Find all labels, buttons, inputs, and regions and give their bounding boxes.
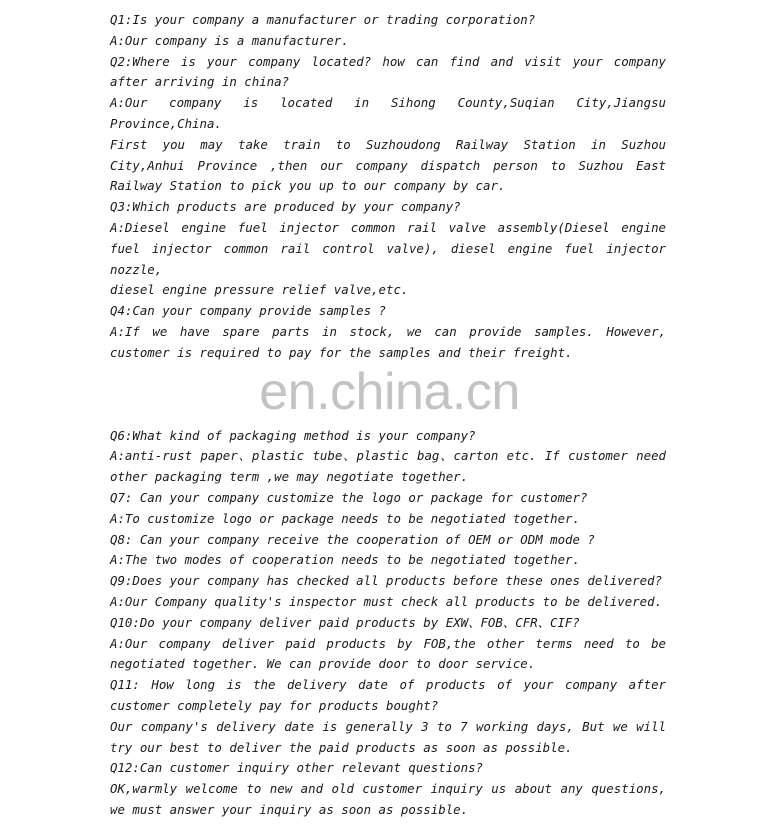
- q7-question: Q7: Can your company customize the logo or package for customer?: [110, 489, 588, 505]
- q10-question: Q10:Do your company deliver paid products by EXW、FOB、CFR、CIF?: [110, 614, 580, 630]
- q3-question: Q3:Which products are produced by your company?: [110, 199, 461, 215]
- q3-answer-continued: diesel engine pressure relief valve,etc.: [110, 282, 409, 298]
- q12-answer: OK,warmly welcome to new and old customer inquiry us about any questions, we must answer your inquiry as soon as possible.: [110, 781, 666, 817]
- q12-question: Q12:Can customer inquiry other relevant questions?: [110, 760, 483, 776]
- q2-question: Q2:Where is your company located? how can find and visit your company after arriving in china?: [110, 53, 666, 90]
- q4-question: Q4:Can your company provide samples ?: [110, 303, 387, 319]
- q1-answer: A:Our company is a manufacturer.: [110, 32, 349, 48]
- q9-question: Q9:Does your company has checked all products before these ones delivered?: [110, 573, 663, 589]
- q8-answer: A:The two modes of cooperation needs to be negotiated together.: [110, 552, 580, 568]
- q4-answer: A:If we have spare parts in stock, we can provide samples. However, customer is required to pay for the samples and their freight.: [110, 323, 666, 360]
- q9-answer: A:Our Company quality's inspector must check all products to be delivered.: [110, 593, 663, 609]
- q2-answer-directions: First you may take train to Suzhoudong Railway Station in Suzhou City,Anhui Province ,then our company dispatch person to Suzhou East Railway Station to pick you up to our company by car.: [110, 136, 666, 194]
- q3-answer: A:Diesel engine fuel injector common rail valve assembly(Diesel engine fuel injector common rail control valve), diesel engine fuel injector nozzle,: [110, 219, 666, 277]
- q8-question: Q8: Can your company receive the cooperation of OEM or ODM mode ?: [110, 531, 595, 547]
- q11-answer: Our company's delivery date is generally 3 to 7 working days, But we will try our best to deliver the paid products as soon as possible.: [110, 718, 666, 755]
- q10-answer: A:Our company deliver paid products by FOB,the other terms need to be negotiated together. We can provide door to door service.: [110, 635, 666, 672]
- q7-answer: A:To customize logo or package needs to be negotiated together.: [110, 510, 580, 526]
- q1-question: Q1:Is your company a manufacturer or trading corporation?: [110, 12, 536, 27]
- watermark-logo: en.china.cn: [259, 363, 520, 421]
- q6-answer: A:anti-rust paper、plastic tube、plastic bag、carton etc. If customer need other packaging term ,we may negotiate together.: [110, 448, 666, 485]
- q2-answer: A:Our company is located in Sihong County,Suqian City,Jiangsu Province,China.: [110, 95, 666, 131]
- q11-question: Q11: How long is the delivery date of products of your company after customer completely pay for products bought?: [110, 677, 666, 713]
- q6-question: Q6:What kind of packaging method is your company?: [110, 427, 476, 443]
